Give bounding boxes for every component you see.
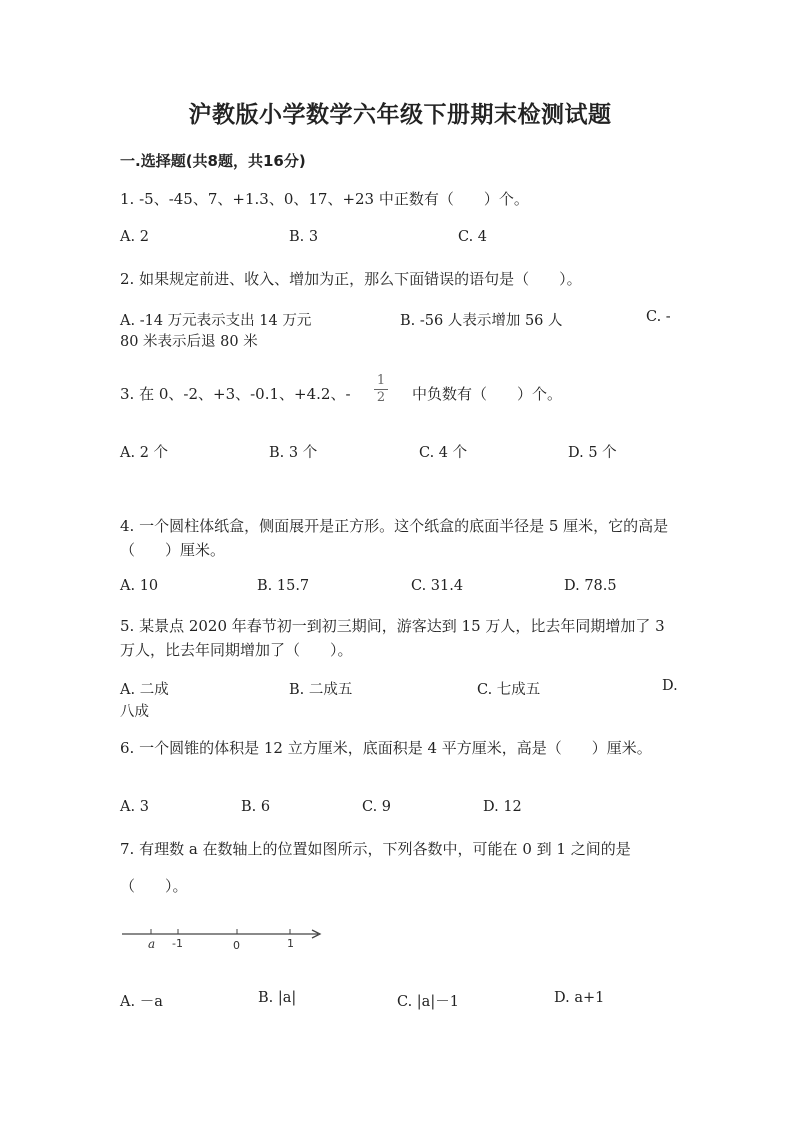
fraction-numerator: 1 xyxy=(376,373,386,388)
question-5-option-b: B. 二成五 xyxy=(289,682,353,698)
question-1-stem: 1. -5、-45、7、+1.3、0、17、+23 中正数有（ ）个。 xyxy=(120,190,529,208)
section-heading: 一.选择题(共8题，共16分) xyxy=(120,152,306,170)
question-6-option-a: A. 3 xyxy=(120,799,149,815)
question-3-option-c: C. 4 个 xyxy=(419,445,468,461)
question-7-option-d: D. a+1 xyxy=(554,990,605,1006)
question-2-option-b: B. -56 人表示增加 56 人 xyxy=(400,313,563,329)
page-title: 沪教版小学数学六年级下册期末检测试题 xyxy=(188,102,612,128)
question-5-option-a: A. 二成 xyxy=(120,682,169,698)
question-2-option-a: A. -14 万元表示支出 14 万元 xyxy=(120,313,312,329)
label-minus-one: -1 xyxy=(172,937,183,950)
fraction-one-half xyxy=(374,374,388,405)
question-4-option-c: C. 31.4 xyxy=(411,578,464,594)
label-a: a xyxy=(148,937,156,951)
question-7-option-a: A. －a xyxy=(120,994,163,1010)
question-1-option-b: B. 3 xyxy=(289,229,319,245)
question-7-option-b: B. |a| xyxy=(258,990,297,1006)
question-5-option-d-continued: 八成 xyxy=(120,704,149,720)
question-4-option-d: D. 78.5 xyxy=(564,578,617,594)
question-4-option-b: B. 15.7 xyxy=(257,578,310,594)
question-1-option-c: C. 4 xyxy=(458,229,488,245)
question-5-stem: 5. 某景点 2020 年春节初一到初三期间，游客达到 15 万人，比去年同期增加了 3 万人，比去年同期增加了（ ）。 xyxy=(120,617,665,659)
question-3-option-a: A. 2 个 xyxy=(120,445,169,461)
question-2-option-c: C. - xyxy=(646,309,671,325)
question-5-option-d: D. xyxy=(662,678,678,694)
question-6-stem: 6. 一个圆锥的体积是 12 立方厘米，底面积是 4 平方厘米，高是（ ）厘米。 xyxy=(120,739,652,757)
label-zero: 0 xyxy=(233,939,240,952)
question-7-option-c: C. |a|－1 xyxy=(397,994,459,1010)
question-6-option-c: C. 9 xyxy=(362,799,392,815)
fraction-denominator: 2 xyxy=(376,390,386,405)
question-2-option-c-continued: 80 米表示后退 80 米 xyxy=(120,334,258,350)
question-3-stem-part1: 3. 在 0、-2、+3、-0.1、+4.2、- xyxy=(120,385,351,403)
question-7-stem: 7. 有理数 a 在数轴上的位置如图所示，下列各数中，可能在 0 到 1 之间的是 xyxy=(120,840,631,858)
question-5-option-c: C. 七成五 xyxy=(477,682,541,698)
question-4-option-a: A. 10 xyxy=(120,578,159,594)
question-2-stem: 2. 如果规定前进、收入、增加为正，那么下面错误的语句是（ ）。 xyxy=(120,270,582,288)
question-1-option-a: A. 2 xyxy=(120,229,149,245)
question-4-stem: 4. 一个圆柱体纸盒，侧面展开是正方形。这个纸盒的底面半径是 5 厘米，它的高是（ ）厘米。 xyxy=(120,517,669,559)
question-3-option-b: B. 3 个 xyxy=(269,445,318,461)
label-one: 1 xyxy=(287,937,294,950)
question-7-stem-continued: （ ）。 xyxy=(120,877,188,895)
question-6-option-b: B. 6 xyxy=(241,799,271,815)
question-3-option-d: D. 5 个 xyxy=(568,445,617,461)
question-6-option-d: D. 12 xyxy=(483,799,522,815)
number-line-figure xyxy=(118,922,328,952)
question-3-stem-part2: 中负数有（ ）个。 xyxy=(412,385,563,403)
